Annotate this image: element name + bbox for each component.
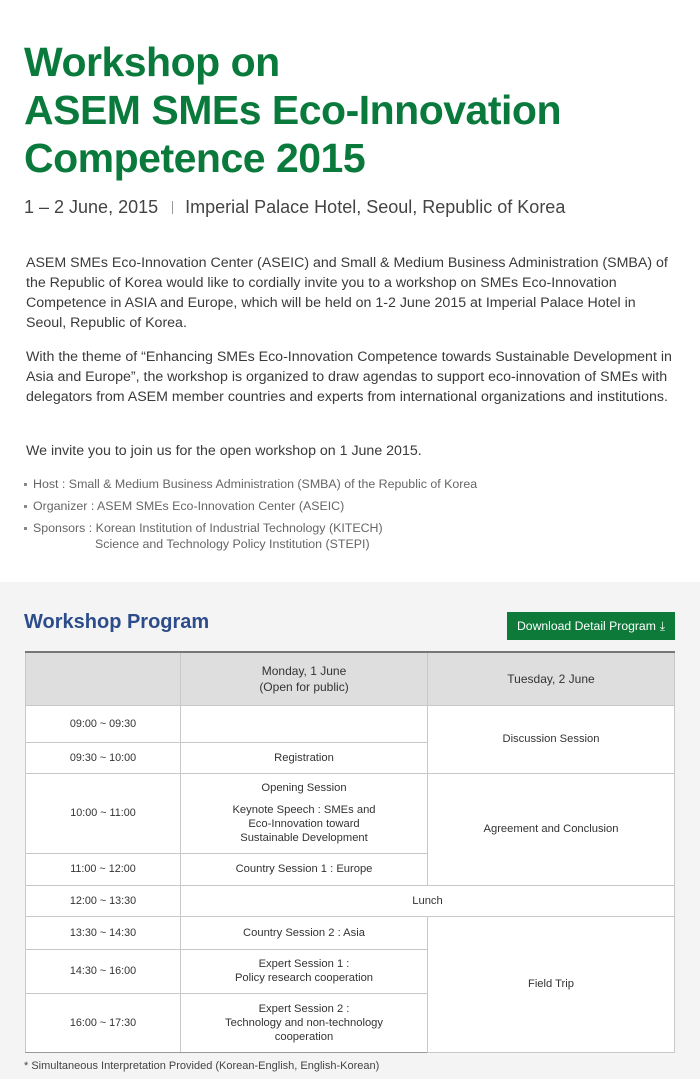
organizer-line: Organizer : ASEM SMEs Eco-Innovation Center (ASEIC) — [24, 498, 477, 514]
download-button-label: Download Detail Program — [517, 619, 656, 633]
event-venue: Imperial Palace Hotel, Seoul, Republic of Korea — [185, 197, 566, 217]
event-date: 1 – 2 June, 2015 — [24, 197, 159, 217]
table-header-row — [26, 652, 675, 705]
download-arrow-icon: ⤓ — [659, 619, 665, 633]
invite-paragraph: We invite you to join us for the open workshop on 1 June 2015. — [26, 443, 422, 459]
title-line: Workshop on — [24, 39, 280, 85]
sponsors-line-2: Science and Technology Policy Institution (STEPI) — [95, 537, 370, 551]
tuesday-fieldtrip-cell: Field Trip — [428, 916, 675, 1052]
title-line: Competence 2015 — [24, 135, 366, 181]
monday-cell: Country Session 1 : Europe — [181, 853, 428, 885]
separator — [172, 201, 173, 214]
monday-cell: Country Session 2 : Asia — [181, 916, 428, 949]
title-line: ASEM SMEs Eco-Innovation — [24, 87, 561, 133]
theme-paragraph: With the theme of “Enhancing SMEs Eco-Innovation Competence towards Sustainable Development in Asia and Europe”, the workshop is organized to draw agendas to support eco-innovation of SMEs with delegators from ASEM member countries and experts from international organizations and institutions. — [26, 349, 672, 405]
table-row — [26, 916, 675, 949]
host-line: Host : Small & Medium Business Administration (SMBA) of the Republic of Korea — [24, 476, 477, 492]
sponsors-line: Sponsors : Korean Institution of Industrial Technology (KITECH) — [24, 520, 477, 536]
intro-paragraph: ASEM SMEs Eco-Innovation Center (ASEIC) and Small & Medium Business Administration (SMBA) of the Republic of Korea would like to cordially invite you to a workshop on SMEs Eco-Innovation Competence in ASIA and Europe, which will be held on 1-2 June 2015 at Imperial Palace Hotel in Seoul, Republic of Korea. — [26, 255, 668, 331]
table-row — [26, 773, 675, 853]
time-cell: 16:00 ~ 17:30 — [26, 993, 181, 1052]
time-cell: 11:00 ~ 12:00 — [26, 853, 181, 885]
monday-cell: Opening Session Keynote Speech : SMEs and Eco-Innovation toward Sustainable Development — [181, 773, 428, 853]
page-title — [24, 38, 684, 182]
tuesday-discussion-cell: Discussion Session — [428, 705, 675, 773]
table-row — [26, 705, 675, 742]
monday-cell: Expert Session 1 : Policy research cooperation — [181, 949, 428, 993]
time-cell: 14:30 ~ 16:00 — [26, 949, 181, 993]
time-cell: 10:00 ~ 11:00 — [26, 773, 181, 853]
time-cell: 12:00 ~ 13:30 — [26, 885, 181, 916]
program-title: Workshop Program — [24, 611, 210, 633]
table-row — [26, 885, 675, 916]
program-table — [25, 651, 675, 1053]
tuesday-agreement-cell: Agreement and Conclusion — [428, 773, 675, 885]
header-tuesday: Tuesday, 2 June — [428, 652, 675, 705]
lunch-cell: Lunch — [181, 885, 675, 916]
program-section — [0, 582, 700, 1079]
event-credits — [24, 476, 477, 552]
time-cell: 09:00 ~ 09:30 — [26, 705, 181, 742]
interpretation-note: * Simultaneous Interpretation Provided (Korean-English, English-Korean) — [24, 1060, 380, 1072]
header-monday: Monday, 1 June (Open for public) — [181, 652, 428, 705]
time-cell: 13:30 ~ 14:30 — [26, 916, 181, 949]
monday-cell — [181, 705, 428, 742]
header-time — [26, 652, 181, 705]
time-cell: 09:30 ~ 10:00 — [26, 742, 181, 773]
download-program-button[interactable] — [507, 612, 675, 640]
monday-cell: Expert Session 2 : Technology and non-technology cooperation — [181, 993, 428, 1052]
monday-cell: Registration — [181, 742, 428, 773]
date-venue — [24, 197, 565, 218]
